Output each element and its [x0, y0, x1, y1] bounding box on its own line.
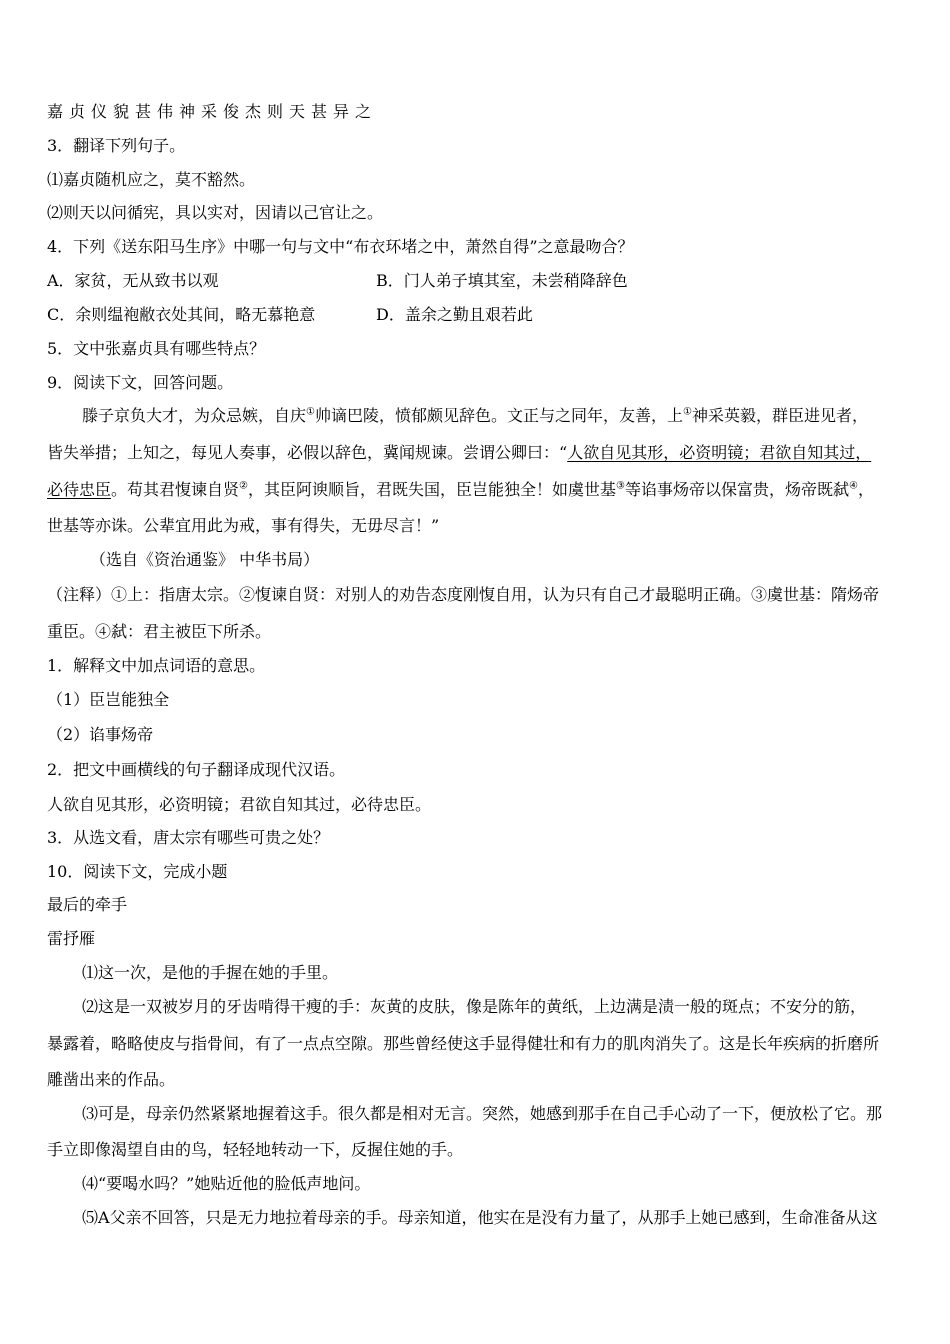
q8-question-3-title: 3．翻译下列句子。 [47, 136, 186, 155]
q9-source: （选自《资治通鉴》 中华书局） [90, 550, 320, 569]
passage-text: 神采英毅，群臣进见者， [691, 406, 868, 425]
story-title: 最后的牵手 [47, 895, 128, 914]
q9-title: 9．阅读下文，回答问题。 [47, 373, 234, 392]
q9-question-1-title: 1．解释文中加点词语的意思。 [47, 656, 266, 675]
footnote-marker: ④ [849, 480, 858, 492]
passage-text: ，其臣阿谀顺旨，君既失国，臣岂能独全！如虞世基 [248, 480, 617, 499]
q8-option-a: A．家贫，无从致书以观 [47, 271, 219, 290]
passage-text: 皆失举措；上知之，每见人奏事，必假以辞色，冀闻规谏。尝谓公卿曰：“ [47, 443, 568, 462]
q8-option-c: C．余则缊袍敝衣处其间，略无慕艳意 [47, 305, 316, 324]
story-paragraph-1: ⑴这一次，是他的手握在她的手里。 [82, 963, 339, 982]
underlined-sentence: 人欲自见其形，必资明镜；君欲自知其过， [567, 443, 872, 462]
passage-text: ， [857, 480, 874, 499]
story-paragraph-3-line-1: ⑶可是，母亲仍然紧紧地握着这手。很久都是相对无言。突然，她感到那手在自己手心动了一下，便放松了它。那 [82, 1104, 883, 1123]
story-paragraph-2-line-2: 暴露着，略略使皮与指骨间，有了一点点空隙。那些曾经使这手显得健壮和有力的肌肉消失了。这是长年疾病的折磨所 [47, 1034, 880, 1053]
q10-title: 10．阅读下文，完成小题 [47, 862, 228, 881]
footnote-marker: ① [683, 406, 692, 418]
q8-translate-sentence-2: ⑵则天以问循宪，具以实对，因请以己官让之。 [47, 203, 384, 222]
q9-note-line-2: 重臣。④弑：君主被臣下所杀。 [47, 622, 272, 641]
underlined-sentence: 必待忠臣 [47, 480, 112, 499]
passage-text: 滕子京负大才，为众忌嫉，自庆 [82, 406, 307, 425]
story-paragraph-2-line-1: ⑵这是一双被岁月的牙齿啃得干瘦的手：灰黄的皮肤，像是陈年的黄纸，上边满是渍一般的斑点；不安分的筋， [82, 997, 867, 1016]
highlight-char-list: 嘉贞仪貌甚伟神采俊杰则天甚异之 [47, 102, 378, 121]
q9-note-line-1: （注释）①上：指唐太宗。②愎谏自贤：对别人的劝告态度刚愎自用，认为只有自己才最聪明正确。③虞世基：隋炀帝 [47, 585, 880, 604]
q9-question-2-title: 2．把文中画横线的句子翻译成现代汉语。 [47, 760, 346, 779]
q8-translate-sentence-1: ⑴嘉贞随机应之，莫不豁然。 [47, 170, 256, 189]
passage-text: 。苟其君愎谏自贤 [111, 480, 240, 499]
q9-passage-line-1 [82, 406, 917, 426]
q8-question-4-title: 4．下列《送东阳马生序》中哪一句与文中“布衣环堵之中，萧然自得”之意最吻合？ [47, 237, 634, 256]
footnote-marker: ③ [616, 480, 625, 492]
q9-passage-line-2 [47, 443, 917, 463]
q9-question-3-title: 3．从选文看，唐太宗有哪些可贵之处？ [47, 828, 330, 847]
q8-option-b: B．门人弟子填其室，未尝稍降辞色 [376, 271, 628, 290]
q9-question-1-item-1: （1）臣岂能独全 [47, 690, 170, 709]
story-author: 雷抒雁 [47, 929, 96, 948]
footnote-marker: ① [306, 406, 315, 418]
passage-text: 等谄事炀帝以保富贵，炀帝既弑 [624, 480, 849, 499]
q8-option-d: D．盖余之勤且艰若此 [376, 305, 533, 324]
q9-question-1-item-2: （2）谄事炀帝 [47, 725, 154, 744]
story-paragraph-4: ⑷“要喝水吗？”她贴近他的脸低声地问。 [82, 1174, 371, 1193]
footnote-marker: ② [239, 480, 248, 492]
q9-question-2-text: 人欲自见其形，必资明镜；君欲自知其过，必待忠臣。 [47, 795, 432, 814]
story-paragraph-5-line-1: ⑸A父亲不回答，只是无力地拉着母亲的手。母亲知道，他实在是没有力量了，从那手上她已感到，生命准备从这 [82, 1208, 878, 1227]
story-paragraph-3-line-2: 手立即像渴望自由的鸟，轻轻地转动一下，反握住她的手。 [47, 1140, 464, 1159]
passage-text: 帅谪巴陵，愤郁颇见辞色。文正与之同年，友善，上 [314, 406, 683, 425]
story-paragraph-2-line-3: 雕凿出来的作品。 [47, 1070, 176, 1089]
q9-passage-line-3 [47, 480, 917, 500]
q8-question-5-title: 5．文中张嘉贞具有哪些特点？ [47, 339, 266, 358]
q9-passage-line-4: 世基等亦诛。公辈宜用此为戒，事有得失，无毋尽言！” [47, 516, 440, 535]
